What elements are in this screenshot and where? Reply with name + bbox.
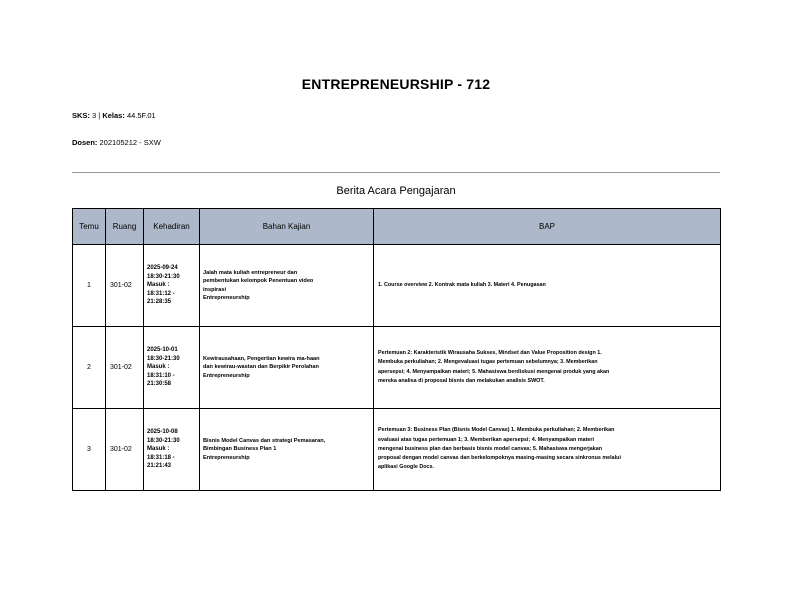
cell-bap bbox=[374, 327, 721, 409]
kehadiran-masuk-label: Masuk : bbox=[147, 446, 170, 453]
kehadiran-in-time: 18:31:10 - bbox=[147, 372, 175, 379]
bahan-line: pembentukan kelompok Penentuan video bbox=[203, 278, 314, 285]
kehadiran-schedule: 18:30-21:30 bbox=[147, 437, 180, 444]
lecturer-meta bbox=[72, 138, 161, 147]
bahan-line: Jalah mata kuliah entrepreneur dan bbox=[203, 270, 298, 277]
meta-separator: | bbox=[98, 111, 101, 120]
cell-kehadiran bbox=[144, 409, 200, 491]
cell-kehadiran bbox=[144, 245, 200, 327]
section-title: Berita Acara Pengajaran bbox=[336, 185, 456, 197]
header-temu: Temu bbox=[73, 209, 106, 245]
kehadiran-out-time: 21:30:58 bbox=[147, 381, 172, 388]
cell-bahan-kajian bbox=[200, 327, 374, 409]
table-row bbox=[73, 245, 721, 327]
table-header-row bbox=[73, 209, 721, 245]
dosen-value: 202105212 - SXW bbox=[99, 138, 161, 147]
cell-bap bbox=[374, 409, 721, 491]
sks-value: 3 bbox=[92, 111, 97, 120]
kehadiran-in-time: 18:31:18 - bbox=[147, 454, 175, 461]
table-row bbox=[73, 409, 721, 491]
cell-ruang: 301-02 bbox=[106, 327, 144, 409]
cell-temu: 3 bbox=[73, 409, 106, 491]
bahan-line: Bimbingan Business Plan 1 bbox=[203, 446, 277, 453]
bap-line: proposal dengan model canvas dan berkelompoknya masing-masing secara sinkronus melalui bbox=[378, 455, 621, 462]
bap-table bbox=[72, 208, 721, 491]
kehadiran-masuk-label: Masuk : bbox=[147, 364, 170, 371]
cell-ruang: 301-02 bbox=[106, 409, 144, 491]
kelas-label: Kelas: bbox=[102, 111, 125, 120]
kehadiran-schedule: 18:30-21:30 bbox=[147, 273, 180, 280]
bap-line: Membuka perkuliahan; 2. Mengevaluasi tugas pertemuan sebelumnya; 3. Memberikan bbox=[378, 359, 598, 366]
kehadiran-date: 2025-10-08 bbox=[147, 429, 178, 436]
cell-kehadiran bbox=[144, 327, 200, 409]
bahan-line: dan kewirau-wastan dan Berpikir Perolahan bbox=[203, 364, 319, 371]
course-meta bbox=[72, 111, 156, 120]
header-kehadiran: Kehadiran bbox=[144, 209, 200, 245]
header-ruang: Ruang bbox=[106, 209, 144, 245]
bahan-line: Entrepreneurship bbox=[203, 294, 250, 301]
cell-temu: 2 bbox=[73, 327, 106, 409]
kehadiran-masuk-label: Masuk : bbox=[147, 282, 170, 289]
dosen-label: Dosen: bbox=[72, 138, 98, 147]
bap-line: aplikasi Google Docs. bbox=[378, 464, 435, 471]
document-title: ENTREPRENEURSHIP - 712 bbox=[301, 76, 491, 92]
bap-line: Pertemuan 3: Business Plan (Bisnis Model Canvas) 1. Membuka perkuliahan; 2. Memberikan bbox=[378, 427, 615, 434]
cell-temu: 1 bbox=[73, 245, 106, 327]
kehadiran-schedule: 18:30-21:30 bbox=[147, 355, 180, 362]
bap-line: mereka analisa di proposal bisnis dan melakukan analisis SWOT. bbox=[378, 377, 545, 384]
bahan-line: Bisnis Model Canvas dan strategi Pemasaran, bbox=[203, 438, 326, 445]
cell-bahan-kajian bbox=[200, 245, 374, 327]
bap-line: Pertemuan 2: Karakteristik Wirausaha Sukses, Mindset dan Value Proposition design 1. bbox=[378, 350, 602, 357]
kelas-value: 44.5F.01 bbox=[126, 111, 156, 120]
kehadiran-in-time: 18:31:12 - bbox=[147, 290, 175, 297]
sks-label: SKS: bbox=[72, 111, 90, 120]
bap-line: apersepsi; 4. Menyampaikan materi; 5. Mahasiswa berdiskusi mengenai produk yang akan bbox=[378, 368, 610, 375]
bahan-line: Kewirausahaan, Pengertian kewira ma-haan bbox=[203, 356, 320, 363]
bap-line: evaluasi atas tugas pertemuan 1; 3. Memberikan apersepsi; 4. Menyampaikan materi bbox=[378, 436, 595, 443]
kehadiran-out-time: 21:28:35 bbox=[147, 299, 172, 306]
header-bahan-kajian: Bahan Kajian bbox=[200, 209, 374, 245]
bahan-line: Entrepreneurship bbox=[203, 372, 250, 379]
bahan-line: Entrepreneurship bbox=[203, 454, 250, 461]
bap-line: mengenai business plan dan berbasis bisnis model canvas; 5. Mahasiswa mengerjakan bbox=[378, 445, 603, 452]
cell-bahan-kajian bbox=[200, 409, 374, 491]
cell-bap bbox=[374, 245, 721, 327]
kehadiran-out-time: 21:21:43 bbox=[147, 463, 172, 470]
cell-ruang: 301-02 bbox=[106, 245, 144, 327]
kehadiran-date: 2025-09-24 bbox=[147, 265, 178, 272]
header-bap: BAP bbox=[374, 209, 721, 245]
table-row bbox=[73, 327, 721, 409]
bap-line: 1. Course overview 2. Kontrak mata kuliah 3. Materi 4. Penugasan bbox=[378, 281, 546, 288]
divider bbox=[72, 172, 720, 173]
bahan-line: inspirasi bbox=[203, 286, 227, 293]
kehadiran-date: 2025-10-01 bbox=[147, 347, 178, 354]
